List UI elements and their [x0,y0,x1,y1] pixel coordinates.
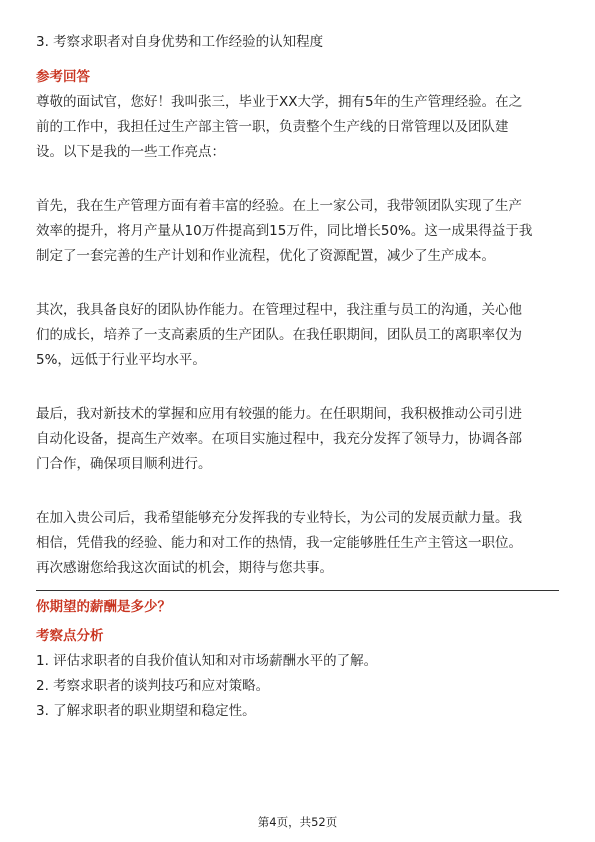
answer-line: 自动化设备，提高生产效率。在项目实施过程中，我充分发挥了领导力，协调各部 [36,431,522,447]
question-heading: 你期望的薪酬是多少？ [36,599,171,615]
answer-paragraph-5 [36,506,559,581]
answer-line: 效率的提升，将月产量从10万件提高到15万件，同比增长50%。这一成果得益于我 [36,223,533,239]
answer-paragraph-1 [36,90,559,165]
answer-line: 在加入贵公司后，我希望能够充分发挥我的专业特长，为公司的发展贡献力量。我 [36,510,522,526]
answer-line: 5%，远低于行业平均水平。 [36,352,206,368]
analysis-item-2: 2. 考察求职者的谈判技巧和应对策略。 [36,678,270,694]
answer-paragraph-3 [36,298,559,373]
answer-line: 制定了一套完善的生产计划和作业流程，优化了资源配置，减少了生产成本。 [36,248,495,264]
answer-line: 再次感谢您给我这次面试的机会，期待与您共事。 [36,560,333,576]
analysis-item-1: 1. 评估求职者的自我价值认知和对市场薪酬水平的了解。 [36,653,378,669]
top-list-item: 3. 考察求职者对自身优势和工作经验的认知程度 [36,34,324,50]
answer-line: 相信，凭借我的经验、能力和对工作的热情，我一定能够胜任生产主管这一职位。 [36,535,522,551]
answer-line: 其次，我具备良好的团队协作能力。在管理过程中，我注重与员工的沟通，关心他 [36,302,522,318]
page-body [36,30,559,724]
answer-line: 首先，我在生产管理方面有着丰富的经验。在上一家公司，我带领团队实现了生产 [36,198,522,214]
answer-line: 最后，我对新技术的掌握和应用有较强的能力。在任职期间，我积极推动公司引进 [36,406,522,422]
page-number: 第4页，共52页 [257,815,338,829]
answer-line: 前的工作中，我担任过生产部主管一职，负责整个生产线的日常管理以及团队建 [36,119,509,135]
section-divider [36,590,559,591]
analysis-item-3: 3. 了解求职者的职业期望和稳定性。 [36,703,256,719]
answer-line: 设。以下是我的一些工作亮点： [36,144,225,160]
answer-paragraph-2 [36,194,559,269]
answer-line: 尊敬的面试官，您好！我叫张三，毕业于XX大学，拥有5年的生产管理经验。在之 [36,94,523,110]
answer-line: 们的成长，培养了一支高素质的生产团队。在我任职期间，团队员工的离职率仅为 [36,327,522,343]
analysis-heading: 考察点分析 [36,628,104,644]
answer-line: 门合作，确保项目顺利进行。 [36,456,212,472]
answer-paragraph-4 [36,402,559,477]
answer-heading: 参考回答 [36,69,90,85]
